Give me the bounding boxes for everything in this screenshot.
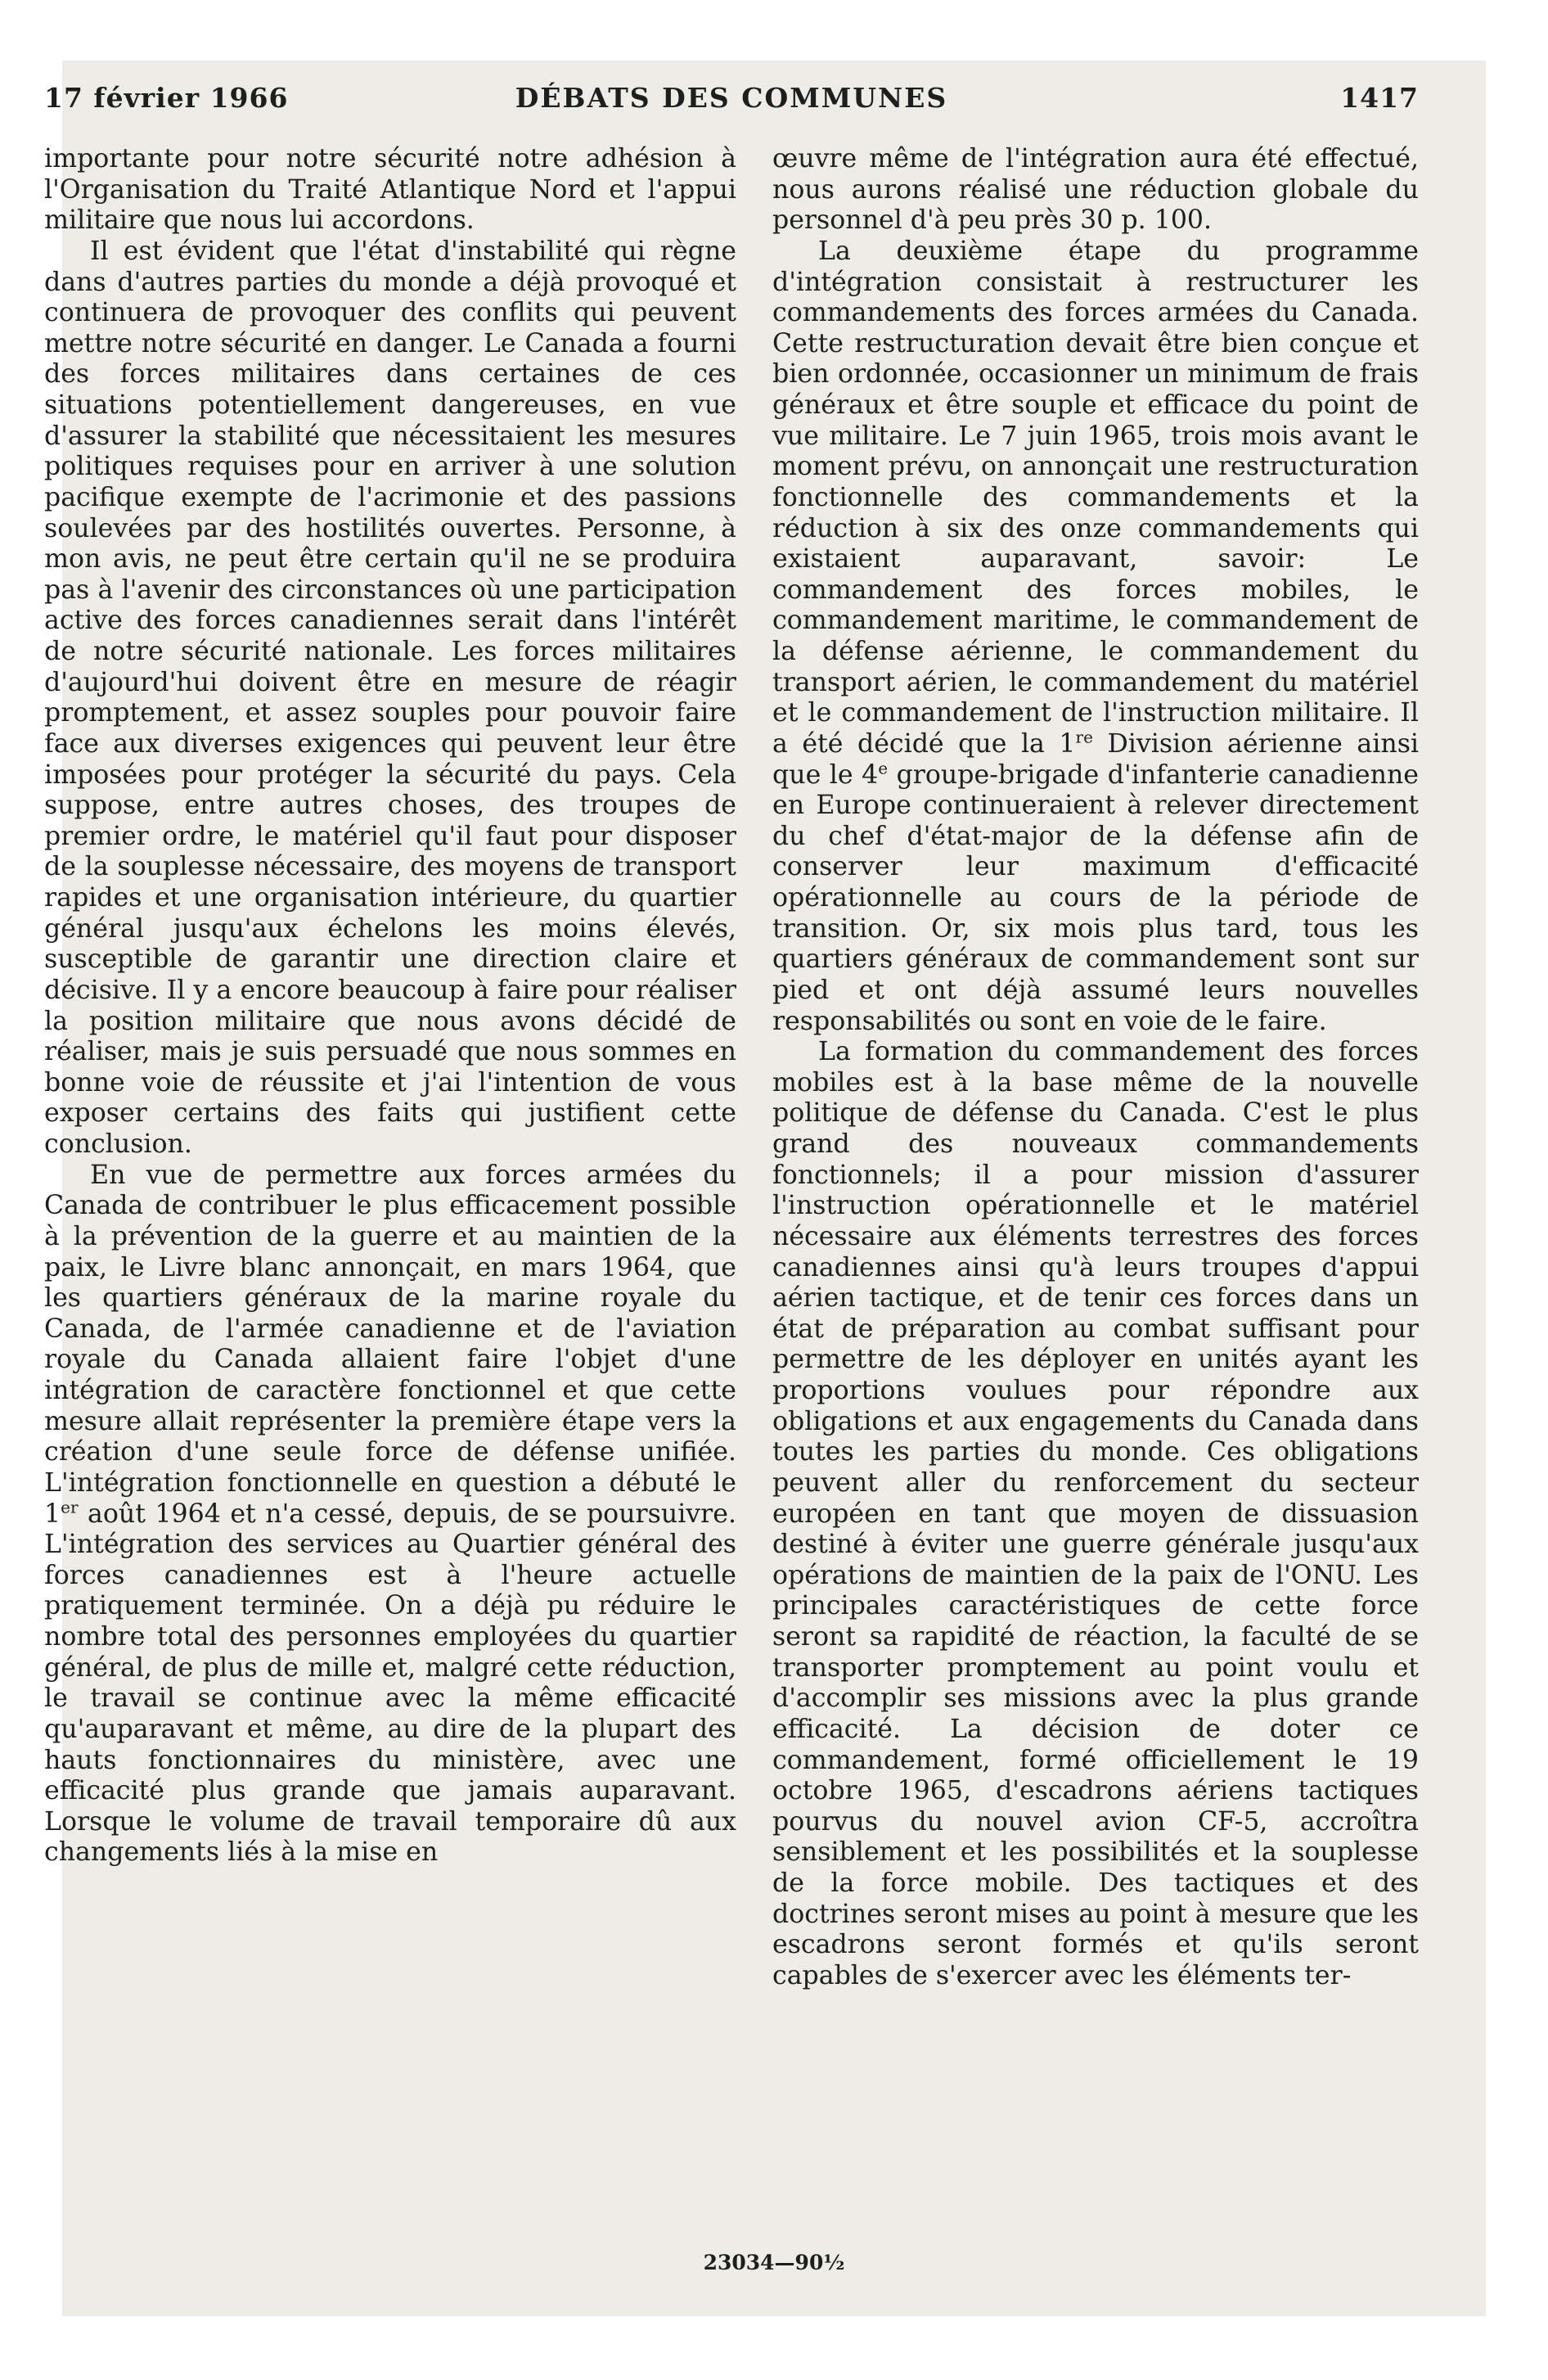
left-column [44,144,736,1868]
right-column [772,144,1419,1992]
paragraph-text: La deuxième étape du programme d'intégration consistait à restructurer les commandements des forces armées du Canada. Cette restructuration devait être bien conçue et bien ordonnée, occasionner un minimum de frais généraux et être souple et efficace du point de vue militaire. Le 7 juin 1965, trois mois avant le moment prévu, on annonçait une restructuration fonctionnelle des commandements et la réduction à six des onze commandements qui existaient auparavant, savoir: Le commandement des forces mobiles, le commandement maritime, le commandement de la défense aérienne, le commandement du transport aérien, le commandement du matériel et le commandement de l'instruction militaire. Il a été décidé que la 1 [772,236,1419,759]
paragraph-text: groupe-brigade d'infanterie canadienne en Europe continueraient à relever directement du chef d'état-major de la défense afin de conserver leur maximum d'efficacité opérationnelle au cours de la période de transition. Or, six mois plus tard, tous les quartiers généraux de commandement sont sur pied et ont déjà assumé leurs nouvelles responsabilités ou sont en voie de le faire. [772,760,1419,1036]
page-number: 1417 [1340,82,1419,114]
paragraph-text: août 1964 et n'a cessé, depuis, de se poursuivre. L'intégration des services au Quartier général des forces canadiennes est à l'heure actuelle pratiquement terminée. On a déjà pu réduire le nombre total des personnes employées du quartier général, de plus de mille et, malgré cette réduction, le travail se continue avec la même efficacité qu'auparavant et même, au dire de la plupart des hauts fonctionnaires du ministère, avec une efficacité plus grande que jamais auparavant. Lorsque le volume de travail temporaire dû aux changements liés à la mise en [44,1499,736,1868]
printer-signature: 23034—90½ [703,2251,845,2274]
paragraph: œuvre même de l'intégration aura été effectué, nous aurons réalisé une réduction globale du personnel d'à peu près 30 p. 100. [772,144,1419,236]
header-date: 17 février 1966 [44,82,289,114]
paragraph: importante pour notre sécurité notre adhésion à l'Organisation du Traité Atlantique Nord et l'appui militaire que nous lui accordons. [44,144,736,236]
paragraph [772,237,1419,1037]
paragraph-text: En vue de permettre aux forces armées du Canada de contribuer le plus efficacement possible à la prévention de la guerre et au maintien de la paix, le Livre blanc annonçait, en mars 1964, que les quartiers généraux de la marine royale du Canada, de l'armée canadienne et de l'aviation royale du Canada allaient faire l'objet d'une intégration de caractère fonctionnel et que cette mesure allait représenter la première étape vers la création d'une seule force de défense unifiée. L'intégration fonctionnelle en question a débuté le 1 [44,1160,736,1529]
superscript: e [878,757,889,778]
paragraph: La formation du commandement des forces mobiles est à la base même de la nouvelle politique de défense du Canada. C'est le plus grand des nouveaux commandements fonctionnels; il a pour mission d'assurer l'instruction opérationnelle et le matériel nécessaire aux éléments terrestres des forces canadiennes ainsi qu'à leurs troupes d'appui aérien tactique, et de tenir ces forces dans un état de préparation au combat suffisant pour permettre de les déployer en unités ayant les proportions voulues pour répondre aux obligations et aux engagements du Canada dans toutes les parties du monde. Ces obligations peuvent aller du renforcement du secteur européen en tant que moyen de dissuasion destiné à éviter une guerre générale jusqu'aux opérations de maintien de la paix de l'ONU. Les principales caractéristiques de cette force seront sa rapidité de réaction, la faculté de se transporter promptement au point voulu et d'accomplir ses missions avec la plus grande efficacité. La décision de doter ce commandement, formé officiellement le 19 octobre 1965, d'escadrons aériens tactiques pourvus du nouvel avion CF-5, accroîtra sensiblement et les possibilités et la souplesse de la force mobile. Des tactiques et des doctrines seront mises au point à mesure que les escadrons seront formés et qu'ils seront capables de s'exercer avec les éléments ter- [772,1037,1419,1990]
superscript: re [1075,727,1093,747]
paragraph-text: Division aérienne ainsi que le 4 [772,728,1420,790]
superscript: er [61,1496,79,1517]
paragraph [44,1161,736,1868]
header-title: DÉBATS DES COMMUNES [515,82,948,114]
page-header [44,82,1419,123]
paragraph: Il est évident que l'état d'instabilité qui règne dans d'autres parties du monde a déjà provoqué et continuera de provoquer des conflits qui peuvent mettre notre sécurité en danger. Le Canada a fourni des forces militaires dans certaines de ces situations potentiellement dangereuses, en vue d'assurer la stabilité que nécessitaient les mesures politiques requises pour en arriver à une solution pacifique exempte de l'acrimonie et des passions soulevées par des hostilités ouvertes. Personne, à mon avis, ne peut être certain qu'il ne se produira pas à l'avenir des circonstances où une participation active des forces canadiennes serait dans l'intérêt de notre sécurité nationale. Les forces militaires d'aujourd'hui doivent être en mesure de réagir promptement, et assez souples pour pouvoir faire face aux diverses exigences qui peuvent leur être imposées pour protéger la sécurité du pays. Cela suppose, entre autres choses, des troupes de premier ordre, le matériel qu'il faut pour disposer de la souplesse nécessaire, des moyens de transport rapides et une organisation intérieure, du quartier général jusqu'aux échelons les moins élevés, susceptible de garantir une direction claire et décisive. Il y a encore beaucoup à faire pour réaliser la position militaire que nous avons décidé de réaliser, mais je suis persuadé que nous sommes en bonne voie de réussite et j'ai l'intention de vous exposer certains des faits qui justifient cette conclusion. [44,236,736,1159]
